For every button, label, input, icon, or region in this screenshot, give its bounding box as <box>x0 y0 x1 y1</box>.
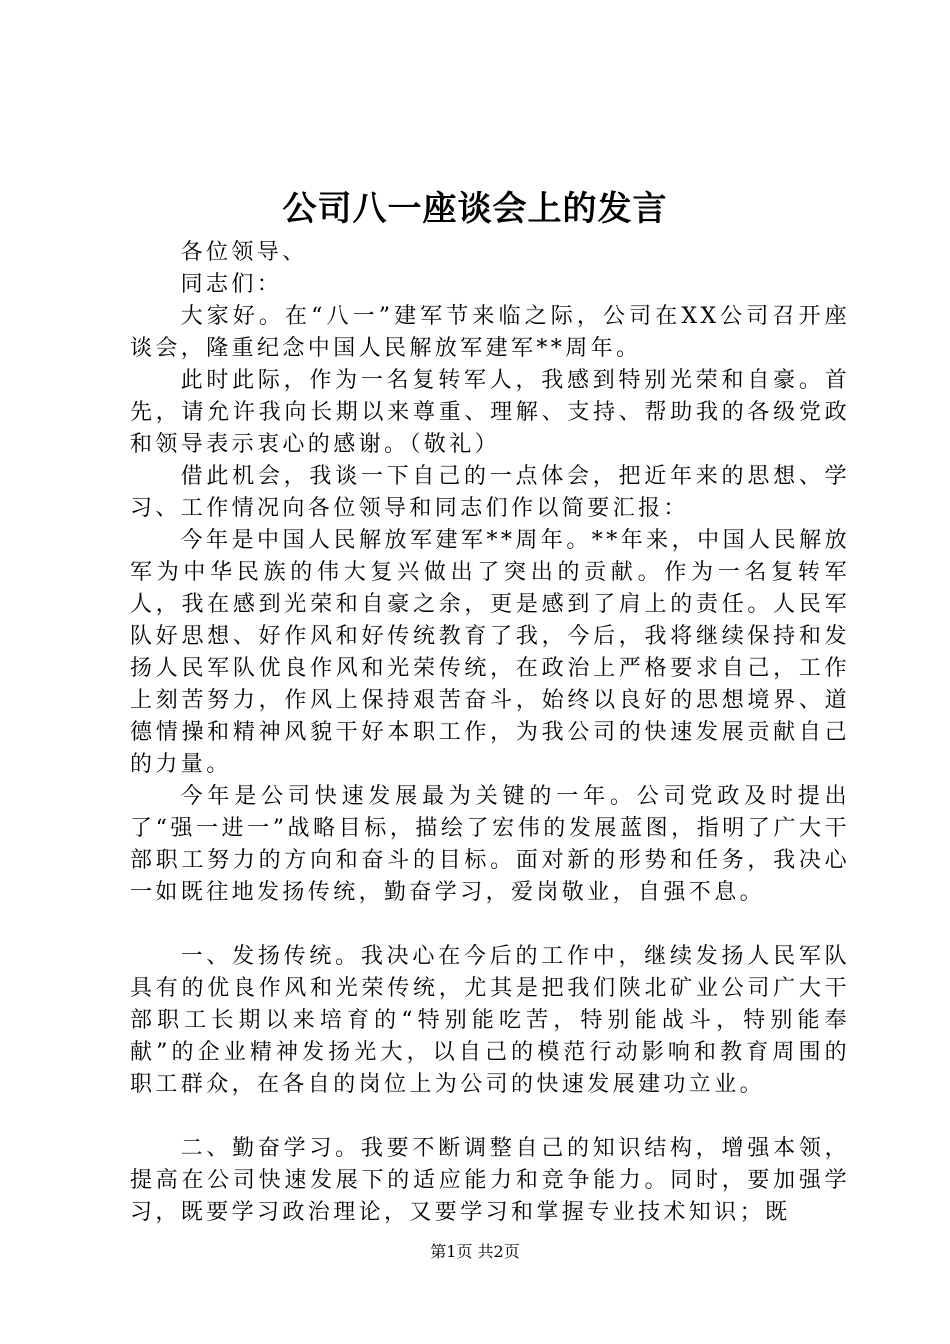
paragraph-anniversary: 今年是中国人民解放军建军**周年。**年来，中国人民解放军为中华民族的伟大复兴做出了突出的贡献。作为一名复转军人，我在感到光荣和自豪之余，更是感到了肩上的责任。人民军队好思想、好作风和好传统教育了我，今后，我将继续保持和发扬人民军队优良作风和光荣传统，在政治上严格要求自己，工作上刻苦努力，作风上保持艰苦奋斗，始终以良好的思想境界、道德情操和精神风貌干好本职工作，为我公司的快速发展贡献自己的力量。 <box>130 528 850 777</box>
document-title: 公司八一座谈会上的发言 <box>282 189 668 229</box>
document-body <box>130 237 850 1229</box>
paragraph-thanks: 此时此际，作为一名复转军人，我感到特别光荣和自豪。首先，请允许我向长期以来尊重、理解、支持、帮助我的各级党政和领导表示衷心的感谢。（敬礼） <box>130 368 850 457</box>
salutation-line-1: 各位领导、 <box>180 240 308 265</box>
paragraph-intro: 借此机会，我谈一下自己的一点体会，把近年来的思想、学习、工作情况向各位领导和同志们作以简要汇报： <box>130 464 850 521</box>
paragraph-point-1: 一、发扬传统。我决心在今后的工作中，继续发扬人民军队具有的优良作风和光荣传统，尤其是把我们陕北矿业公司广大干部职工长期以来培育的“特别能吃苦，特别能战斗，特别能奉献”的企业精神发扬光大，以自己的模范行动影响和教育周围的职工群众，在各自的岗位上为公司的快速发展建功立业。 <box>130 944 850 1097</box>
page-footer: 第1页 共2页 <box>430 1242 520 1261</box>
paragraph-greeting: 大家好。在“八一”建军节来临之际，公司在XX公司召开座谈会，隆重纪念中国人民解放军建军**周年。 <box>130 304 850 361</box>
paragraph-company-goal: 今年是公司快速发展最为关键的一年。公司党政及时提出了“强一进一”战略目标，描绘了宏伟的发展蓝图，指明了广大干部职工努力的方向和奋斗的目标。面对新的形势和任务，我决心一如既往地发扬传统，勤奋学习，爱岗敬业，自强不息。 <box>130 784 850 905</box>
salutation-line-2: 同志们： <box>180 272 283 297</box>
paragraph-point-2: 二、勤奋学习。我要不断调整自己的知识结构，增强本领，提高在公司快速发展下的适应能力和竞争能力。同时，要加强学习，既要学习政治理论，又要学习和掌握专业技术知识；既 <box>130 1136 850 1225</box>
